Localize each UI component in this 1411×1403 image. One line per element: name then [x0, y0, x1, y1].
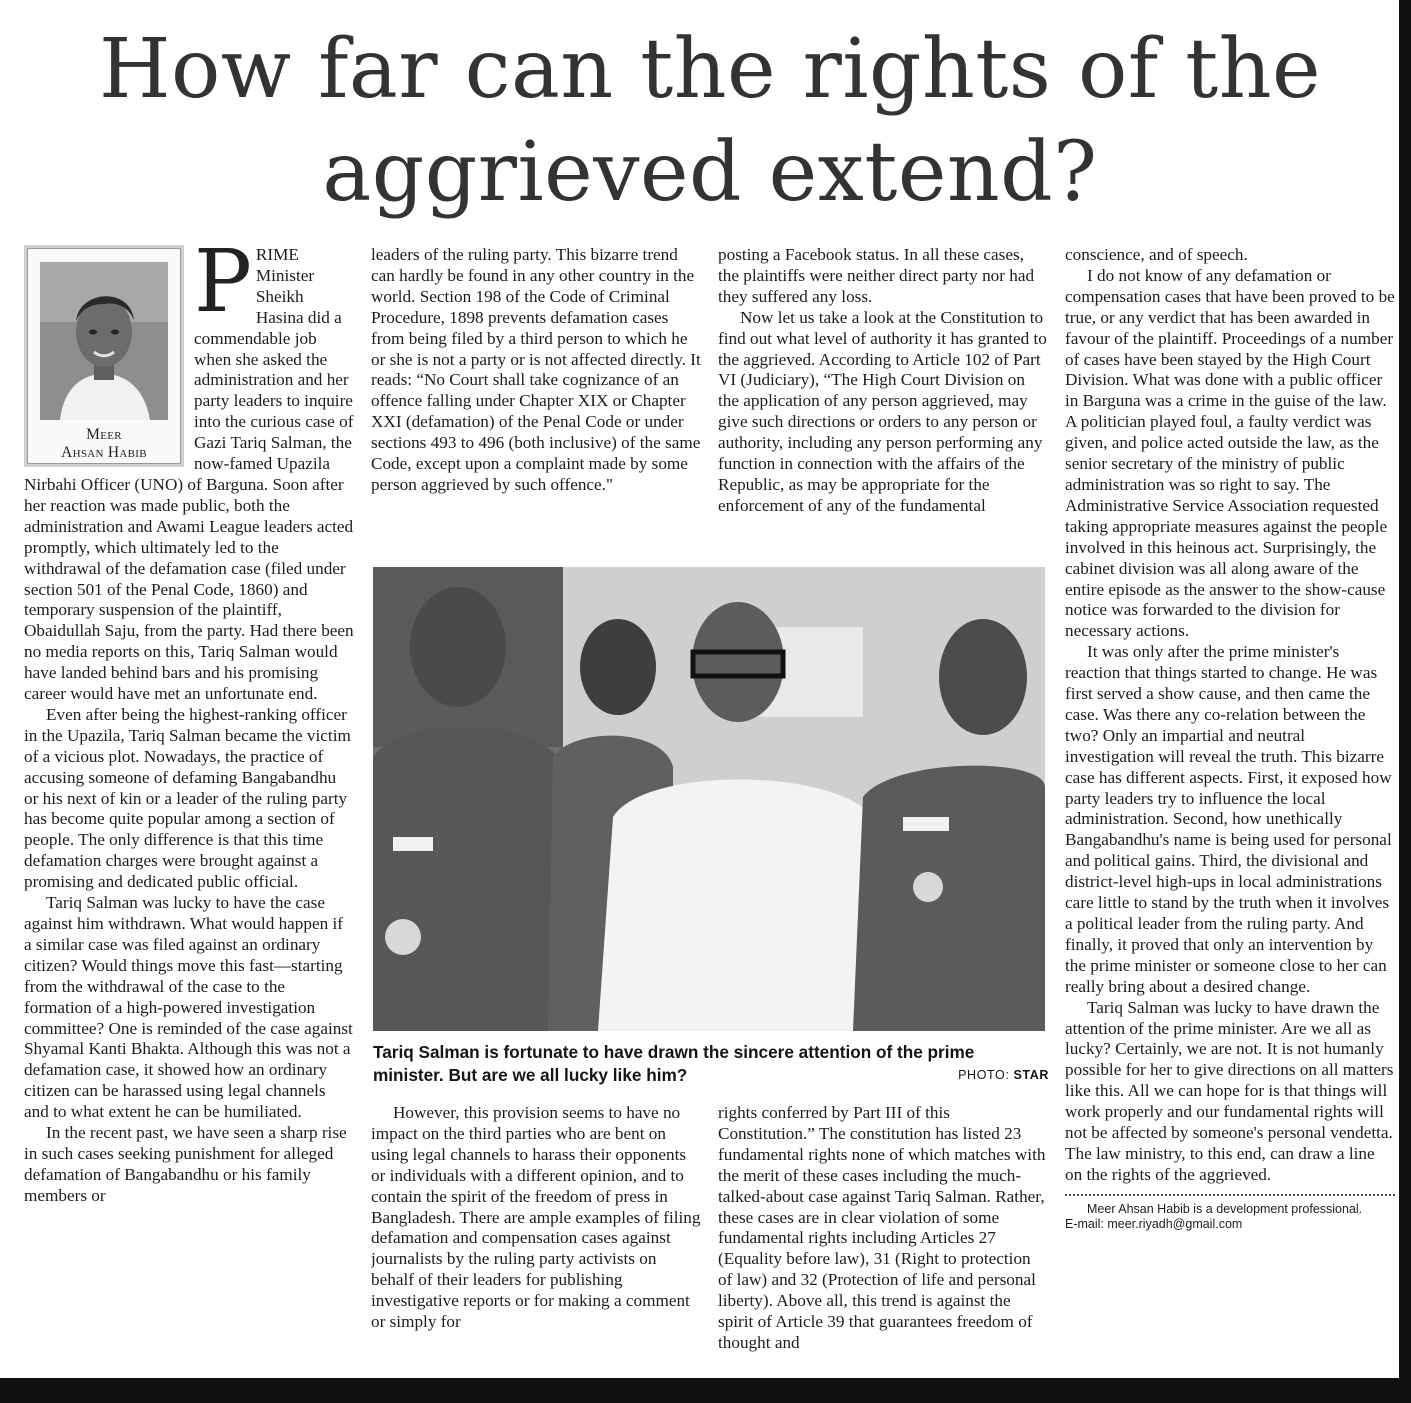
column-2-top	[371, 245, 701, 561]
headline-line-2: aggrieved extend?	[322, 125, 1098, 220]
paragraph: RIME Minister Sheikh Hasina did a commendable job when she asked the administration and her party leaders to inquire into the curious case of Gazi Tariq Salman, the now-famed Upazila Nirbahi Officer (UNO) of Barguna. Soon after her reaction was made public, both the administration and Awami League leaders acted promptly, which ultimately led to the withdrawal of the defamation case (filed under section 501 of the Penal Code, 1860) and temporary suspension of the plaintiff, Obaidullah Saju, from the party. Had there been no media reports on this, Tariq Salman would have landed behind bars and his promising career would have met an unfortunate end.	[24, 245, 354, 704]
paragraph: rights conferred by Part III of this Constitution.” The constitution has listed 23 fundamental rights none of which matches with the merit of these cases including the much-talked-about case against Tariq Salman. Rather, these cases are in clear violation of some fundamental rights including Articles 27 (Equality before law), 31 (Right to protection of law) and 32 (Protection of life and personal liberty). Above all, this trend is against the spirit of Article 39 that guarantees freedom of thought and	[718, 1103, 1046, 1352]
author-bio-line-1: Meer Ahsan Habib is a development professional.	[1087, 1201, 1363, 1216]
headline-line-1: How far can the rights of the	[98, 22, 1322, 117]
paragraph: Even after being the highest-ranking officer in the Upazila, Tariq Salman became the victim of a vicious plot. Nowadays, the practice of accusing someone of defaming Bangabandhu or his next of kin or a leader of the ruling party has become quite popular among a section of people. The only difference is that this time defamation charges were brought against a promising and dedicated public official.	[24, 704, 351, 892]
column-3-top	[718, 245, 1048, 561]
photo-credit-label: PHOTO:	[958, 1068, 1010, 1082]
paragraph: Tariq Salman was lucky to have drawn the attention of the prime minister. Are we all as lucky? Certainly, we are not. It is not humanly possible for her to give directions on all matters like this. All we can hope for is that things will work properly and our fundamental rights will not be affected by someone's personal vendetta. The law ministry, to this end, can draw a line on the rights of the aggrieved.	[1065, 997, 1394, 1184]
paragraph: leaders of the ruling party. This bizarre trend can hardly be found in any other country in the world. Section 198 of the Code of Criminal Procedure, 1898 prevents defamation cases from being filed by a third person to which he or she is not a party or is not affected directly. It reads: “No Court shall take cognizance of an offence falling under Chapter XIX or Chapter XXI (defamation) of the Penal Code or under sections 493 to 496 (both inclusive) of the same Code, except upon a complaint made by some person aggrieved by such offence."	[371, 245, 701, 494]
caption-text: Tariq Salman is fortunate to have drawn the sincere attention of the prime minister. But are we all lucky like him?	[373, 1042, 975, 1085]
column-3-bottom	[718, 1103, 1048, 1377]
author-byline	[24, 245, 184, 467]
author-email: E-mail: meer.riyadh@gmail.com	[1065, 1216, 1243, 1231]
drop-cap: P	[194, 245, 252, 332]
headline	[0, 18, 1411, 224]
paragraph: It was only after the prime minister's reaction that things started to change. He was first served a show cause, and then came the case. Was there any co-relation between the two? Only an impartial and neutral investigation will reveal the truth. This bizarre case has different aspects. First, it exposed how party leaders try to influence the local administration. Second, how unethically Bangabandhu's name is being used for personal and political gains. Third, the divisional and district-level high-ups in local administrations care little to stand by the truth when it involves a political leader from the ruling party. And finally, it proved that only an intervention by the prime minister or someone close to her can really bring about a desired change.	[1065, 642, 1392, 996]
column-4	[1065, 245, 1395, 1377]
photo-caption	[373, 1041, 1049, 1087]
paragraph: Now let us take a look at the Constitution to find out what level of authority it has granted to the aggrieved. According to Article 102 of Part VI (Judiciary), “The High Court Division on the application of any person aggrieved, may give such directions or orders to any person or authority, including any person performing any function in connection with the affairs of the Republic, as may be appropriate for the enforcement of any of the fundamental	[718, 307, 1047, 515]
photo-credit-source: STAR	[1013, 1068, 1049, 1082]
photo-credit	[958, 1064, 1049, 1087]
column-1	[24, 245, 354, 1377]
paragraph: However, this provision seems to have no impact on the third parties who are bent on using legal channels to harass their opponents or individuals with a different opinion, and to contain the spirit of the freedom of press in Bangladesh. There are ample examples of filing defamation and compensation cases against journalists by the ruling party activists on behalf of their leaders for publishing investigative reports or for making a comment or simply for	[371, 1103, 701, 1332]
paragraph: In the recent past, we have seen a sharp rise in such cases seeking punishment for alleged defamation of Bangabandhu or his family members or	[24, 1123, 347, 1205]
author-portrait-icon	[40, 262, 168, 420]
page-bottom-rule	[0, 1378, 1411, 1403]
paragraph: posting a Facebook status. In all these cases, the plaintiffs were neither direct party nor had they suffered any loss.	[718, 245, 1035, 306]
author-name-line-1: Meer	[86, 426, 122, 443]
author-bio	[1065, 1202, 1395, 1232]
dotted-divider	[1065, 1194, 1395, 1196]
paragraph: Tariq Salman was lucky to have the case against him withdrawn. What would happen if a similar case was filed against an ordinary citizen? Would things move this fast—starting from the withdrawal of the case to the formation of a high-powered investigation committee? One is reminded of the case against Shyamal Kanti Bhakta. Although this was not a defamation case, it showed how an ordinary citizen can be harassed using legal channels and to what extent he can be humiliated.	[24, 893, 353, 1122]
column-2-bottom	[371, 1103, 701, 1377]
news-photo	[373, 567, 1045, 1031]
author-name-line-2: Ahsan Habib	[61, 444, 147, 461]
paragraph: conscience, and of speech.	[1065, 245, 1248, 264]
author-name	[27, 426, 181, 462]
paragraph: I do not know of any defamation or compensation cases that have been proved to be true, or any verdict that has been awarded in favour of the plaintiff. Proceedings of a number of cases have been stayed by the High Court Division. What was done with a public officer in Barguna was a crime in the guise of the law. A politician played foul, a faulty verdict was given, and police acted outside the law, as the senior secretary of the ministry of public administration was so right to say. The Administrative Service Association requested taking appropriate measures against the people involved in this heinous act. Surprisingly, the cabinet division was all along aware of the entire episode as the answer to the show-cause notice was forwarded to the division for necessary actions.	[1065, 265, 1395, 641]
